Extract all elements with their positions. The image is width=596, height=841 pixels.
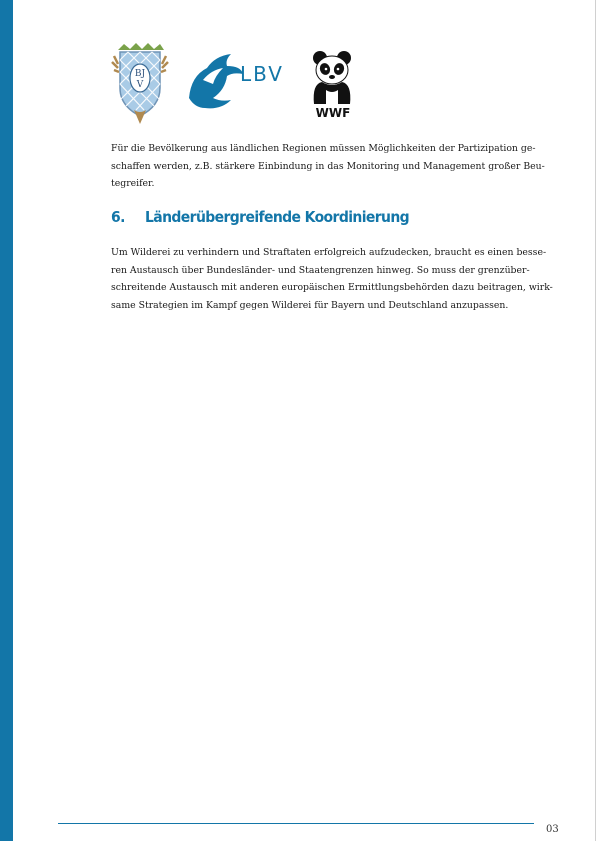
paragraph-line: schaffen werden, z.B. stärkere Einbindung in das Monitoring und Management großer Beu-	[111, 160, 545, 172]
page-number: 03	[546, 824, 559, 835]
wwf-logo-text: WWF	[315, 106, 351, 120]
paragraph-line: Um Wilderei zu verhindern und Straftaten erfolgreich aufzudecken, braucht es einen besse-	[111, 247, 547, 258]
paragraph-line: Für die Bevölkerung aus ländlichen Regionen müssen Möglichkeiten der Partizipation ge-	[111, 143, 536, 154]
paragraph-line: ren Austausch über Bundesländer- und Staatengrenzen hinweg. So muss der grenzüber-	[111, 264, 530, 276]
paragraph-line: schreitende Austausch mit anderen europäischen Ermittlungsbehörden dazu beitragen, wirk-	[111, 282, 553, 293]
section-title: Länderübergreifende Koordinierung	[145, 208, 410, 226]
paragraph-line: same Strategien im Kampf gegen Wilderei für Bayern und Deutschland anzupassen.	[111, 299, 509, 311]
panda-icon	[308, 50, 358, 106]
lbv-logo-text: LBV	[240, 62, 284, 86]
paragraph-participation	[111, 140, 545, 193]
logo-row	[110, 40, 370, 135]
paragraph-line: tegreifer.	[111, 178, 155, 189]
svg-text:BJ: BJ	[134, 69, 146, 79]
section-number: 6.	[111, 208, 125, 226]
wwf-logo	[308, 50, 358, 130]
side-accent-bar	[0, 0, 13, 841]
bjv-crest-logo	[110, 40, 170, 125]
footer-rule	[58, 823, 534, 824]
bjv-crest-icon	[110, 40, 170, 125]
lbv-logo	[185, 40, 305, 120]
paragraph-coordination	[111, 244, 553, 314]
lbv-bird-icon	[185, 40, 245, 120]
svg-text:V: V	[136, 80, 144, 90]
section-heading	[111, 208, 409, 226]
